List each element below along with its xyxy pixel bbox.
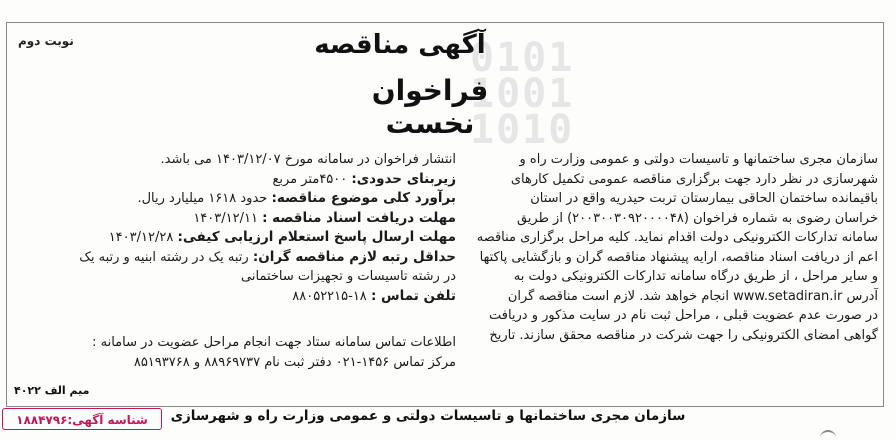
phone-value: ۱۸-۸۸۰۵۲۲۱۵ [292, 288, 371, 304]
docs-deadline-label: مهلت دریافت اسناد مناقصه : [262, 209, 456, 226]
area-label: زیربنای حدودی: [351, 170, 456, 187]
estimate-value: حدود ۱۶۱۸ میلیارد ریال. [137, 191, 272, 206]
grade-label: حداقل رتبه لازم مناقصه گران: [252, 248, 456, 265]
ad-subtitle: فراخوان نخست [371, 74, 489, 140]
watermark-line: 1010 [470, 107, 575, 153]
body-line: گواهی امضای الکترونیکی را جهت شرکت در مناقصه محقق سازند. تاریخ [489, 327, 878, 343]
ad-code: میم الف ۴۰۲۲ [14, 384, 90, 397]
body-line: سامانه تدارکات الکترونیکی دولت اقدام نماید. کلیه مراحل برگزاری مناقصه [476, 230, 878, 245]
body-text [460, 150, 878, 345]
phone-label: تلفن تماس : [370, 287, 456, 304]
area-row [118, 170, 456, 190]
body-line: باقیمانده ساختمان الحاقی بیمارستان تربت حیدریه واقع در استان [530, 191, 878, 206]
watermark-line: 1001 [470, 71, 575, 117]
estimate-row [118, 189, 456, 209]
body-line: آدرس www.setadiran.ir انجام خواهد شد. لازم است مناقصه گران [507, 288, 878, 304]
ornament-icon [820, 430, 836, 440]
edition-label: نوبت دوم [18, 34, 74, 48]
area-value: ۴۵۰۰متر مربع [272, 171, 352, 187]
grade-row-continued: در رشته تاسیسات و تجهیزات ساختمانی [241, 269, 456, 284]
footer-bar [0, 406, 896, 434]
details-column [79, 150, 456, 306]
grade-value: رتبه یک در رشته ابنیه و رتبه یک [79, 249, 253, 265]
body-line: خراسان رضوی به شماره فراخوان (۲۰۰۳۰۰۳۰۹۲۰۰۰۰۴۸) از طریق [516, 210, 878, 226]
quality-deadline-value: ۱۴۰۳/۱۲/۲۸ [108, 230, 178, 245]
footer-organization: سازمان مجری ساختمانها و تاسیسات دولتی و عمومی وزارت راه و شهرسازی [170, 408, 686, 424]
ad-title: آگهی مناقصه [314, 30, 486, 60]
body-line: سازمان مجری ساختمانها و تاسیسات دولتی و عمومی وزارت راه و [519, 152, 878, 167]
watermark-line: 0101 [470, 35, 575, 81]
body-line: و سایر مراحل ، از طریق درگاه سامانه تدارکات الکترونیکی دولت به [513, 269, 878, 284]
quality-deadline-label: مهلت ارسال پاسخ استعلام ارزیابی کیفی: [177, 229, 456, 245]
contact-line: مرکز تماس ۱۴۵۶-۰۲۱ دفتر ثبت نام ۸۸۹۶۹۷۳۷ و ۸۵۱۹۳۷۶۸ [133, 354, 456, 370]
contact-line: اطلاعات تماس سامانه ستاد جهت انجام مراحل عضویت در سامانه : [92, 335, 456, 350]
docs-deadline-row [118, 209, 456, 229]
body-line: شهرسازی در نظر دارد جهت برگزاری مناقصه عمومی تکمیل کارهای [510, 171, 878, 187]
ad-id-badge: شناسه آگهی:۱۸۸۴۷۹۶ [2, 408, 162, 430]
phone-row [118, 287, 456, 307]
docs-deadline-value: ۱۴۰۳/۱۲/۱۱ [193, 210, 263, 226]
quality-deadline-row [108, 228, 456, 248]
grade-row [79, 248, 456, 268]
body-line: در صورت عدم عضویت قبلی ، مراحل ثبت نام در سایت مذکور و دریافت [488, 308, 878, 323]
estimate-label: برآورد کلی موضوع مناقصه: [271, 190, 456, 206]
contact-info [14, 333, 456, 372]
body-line: اعم از دریافت اسناد مناقصه، ارایه پیشنهاد مناقصه گران و بازگشایی پاکتها [479, 249, 878, 265]
publish-date-line: انتشار فراخوان در سامانه مورخ ۱۴۰۳/۱۲/۰۷ می باشد. [160, 152, 456, 167]
